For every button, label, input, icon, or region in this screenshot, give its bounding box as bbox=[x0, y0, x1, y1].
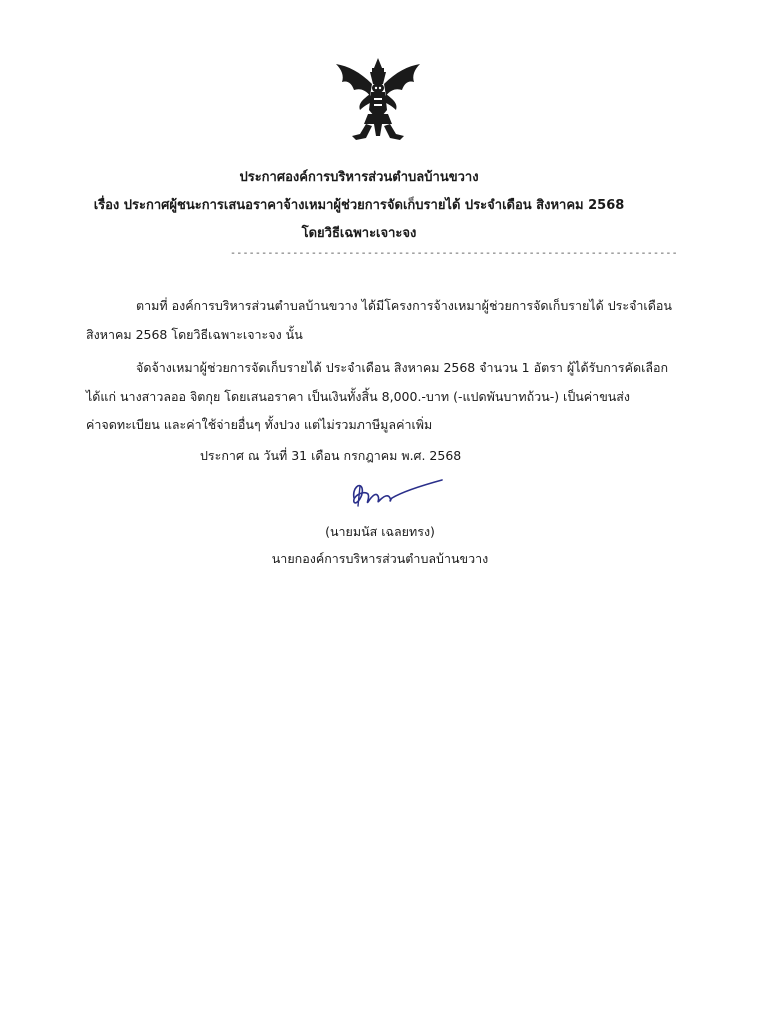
signatory-position: นายกองค์การบริหารส่วนตำบลบ้านขวาง bbox=[271, 551, 489, 566]
garuda-emblem-icon bbox=[330, 54, 426, 144]
announce-date: ประกาศ ณ วันที่ 31 เดือน กรกฎาคม พ.ศ. 2568 bbox=[200, 448, 462, 463]
signatory-name: (นายมนัส เฉลยทรง) bbox=[325, 524, 435, 539]
paragraph-1-line-1: ตามที่ องค์การบริหารส่วนตำบลบ้านขวาง ได้มีโครงการจ้างเหมาผู้ช่วยการจัดเก็บรายได้ ประจำเดือน bbox=[136, 298, 672, 313]
paragraph-2-line-2: ได้แก่ นางสาวลออ จิตกุย โดยเสนอราคา เป็นเงินทั้งสิ้น 8,000.-บาท (-แปดพันบาทถ้วน-) เป็นค่าขนส่ง bbox=[86, 389, 631, 404]
divider-line: ------------------------------------------------------------------------ bbox=[230, 248, 678, 259]
paragraph-2-line-1: จัดจ้างเหมาผู้ช่วยการจัดเก็บรายได้ ประจำเดือน สิงหาคม 2568 จำนวน 1 อัตรา ผู้ได้รับการคัดเลือก bbox=[136, 360, 669, 375]
paragraph-1-line-2: สิงหาคม 2568 โดยวิธีเฉพาะเจาะจง นั้น bbox=[86, 327, 303, 342]
paragraph-2-line-3: ค่าจดทะเบียน และค่าใช้จ่ายอื่นๆ ทั้งปวง แต่ไม่รวมภาษีมูลค่าเพิ่ม bbox=[86, 417, 433, 432]
subject-title: เรื่อง ประกาศผู้ชนะการเสนอราคาจ้างเหมาผู้ช่วยการจัดเก็บรายได้ ประจำเดือน สิงหาคม 2568 bbox=[93, 198, 625, 213]
procurement-method: โดยวิธีเฉพาะเจาะจง bbox=[301, 226, 417, 241]
org-title: ประกาศองค์การบริหารส่วนตำบลบ้านขวาง bbox=[239, 170, 479, 185]
handwritten-signature bbox=[346, 478, 446, 512]
